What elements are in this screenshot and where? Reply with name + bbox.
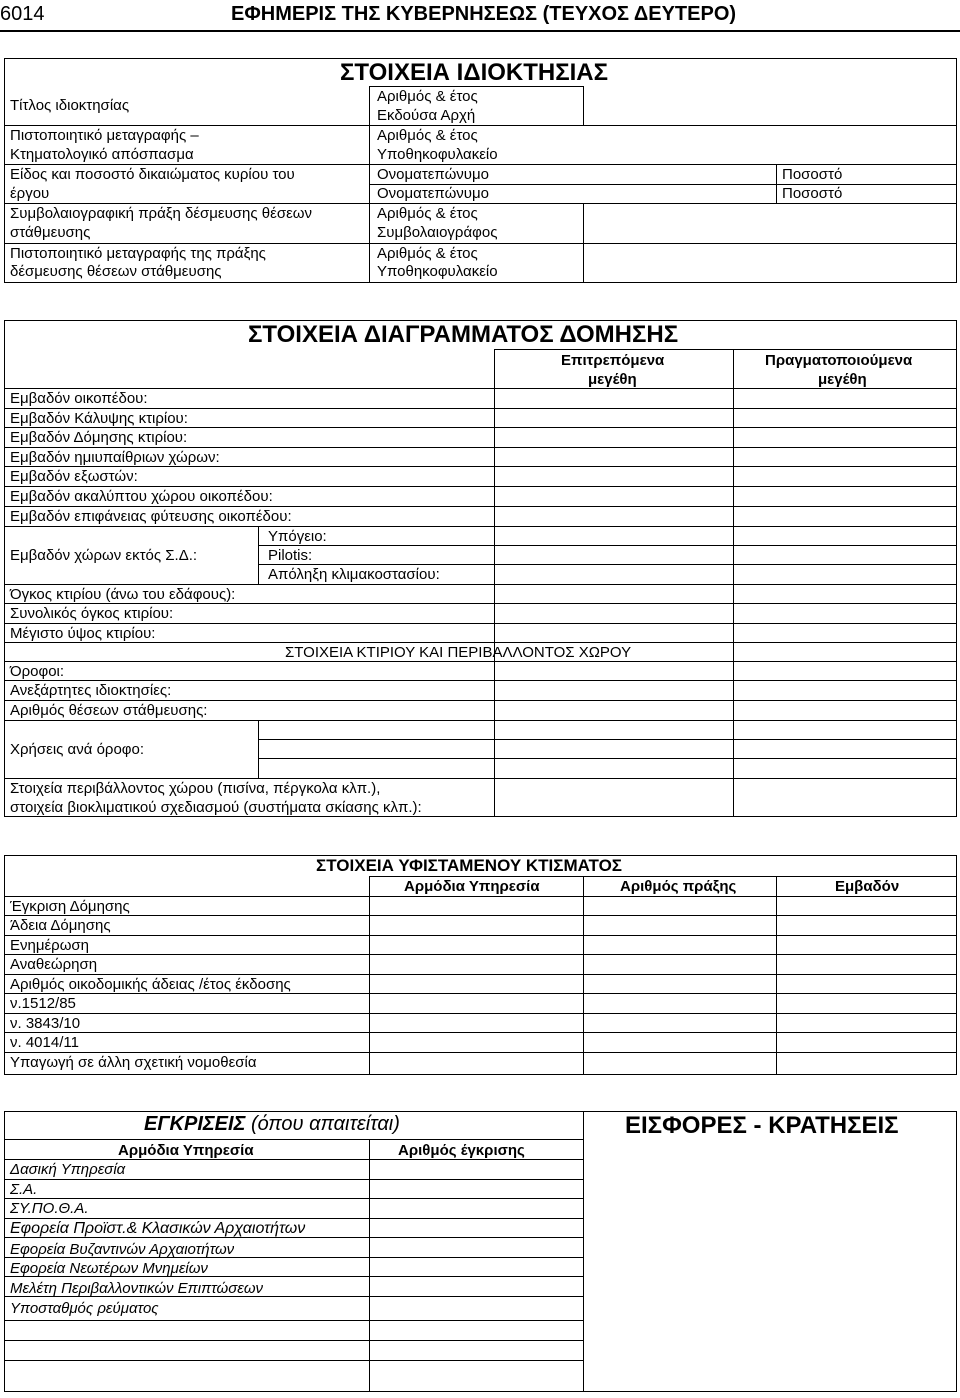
- diagram-row-label: Μέγιστο ύψος κτιρίου:: [10, 625, 156, 642]
- ownership-label: Είδος και ποσοστό δικαιώματος κυρίου του: [10, 166, 295, 183]
- ownership-label: Τίτλος ιδιοκτησίας: [10, 97, 130, 114]
- approvals-title-rest: (όπου απαιτείται): [245, 1113, 400, 1135]
- approvals-row-label: Εφορεία Νεωτέρων Μνημείων: [10, 1260, 208, 1277]
- diagram-row-label: Εμβαδόν ακαλύπτου χώρου οικοπέδου:: [10, 488, 273, 505]
- building-subtitle: ΣΤΟΙΧΕΙΑ ΚΤΙΡΙΟΥ ΚΑΙ ΠΕΡΙΒΑΛΛΟΝΤΟΣ ΧΩΡΟΥ: [285, 644, 632, 661]
- existing-row-label: Αναθεώρηση: [10, 956, 98, 973]
- ownership-field: Αριθμός & έτος: [377, 127, 478, 144]
- diagram-row-label: Ανεξάρτητες ιδιοκτησίες:: [10, 682, 172, 699]
- contributions-title: ΕΙΣΦΟΡΕΣ - ΚΡΑΤΗΣΕΙΣ: [625, 1112, 899, 1139]
- page-number: 6014: [0, 3, 45, 25]
- diagram-row-label: Εμβαδόν Κάλυψης κτιρίου:: [10, 410, 188, 427]
- col-realized: μεγέθη: [818, 371, 867, 388]
- existing-row-label: Άδεια Δόμησης: [10, 917, 111, 934]
- gazette-title: ΕΦΗΜΕΡΙΣ ΤΗΣ ΚΥΒΕΡΝΗΣΕΩΣ (ΤΕΥΧΟΣ ΔΕΥΤΕΡΟ): [231, 3, 737, 25]
- ownership-title: ΣΤΟΙΧΕΙΑ ΙΔΙΟΚΤΗΣΙΑΣ: [340, 59, 609, 86]
- col-allowed: μεγέθη: [588, 371, 637, 388]
- existing-row-label: ν.1512/85: [10, 995, 76, 1012]
- col-allowed: Επιτρεπόμενα: [561, 352, 665, 369]
- ownership-label: Πιστοποιητικό μεταγραφής της πράξης: [10, 245, 266, 262]
- approvals-row-label: Εφορεία Προϊστ.& Κλασικών Αρχαιοτήτων: [10, 1220, 306, 1237]
- ownership-label: Κτηματολογικό απόσπασμα: [10, 146, 194, 163]
- existing-row-label: Υπαγωγή σε άλλη σχετική νομοθεσία: [10, 1054, 257, 1071]
- approvals-row-label: Υποσταθμός ρεύματος: [10, 1300, 159, 1317]
- outside-sub-label: Υπόγειο:: [268, 528, 327, 545]
- approvals-row-label: ΣΥ.ΠΟ.Θ.Α.: [10, 1200, 89, 1217]
- diagram-row-label: Όγκος κτιρίου (άνω του εδάφους):: [10, 586, 236, 603]
- outside-sub-label: Απόληξη κλιμακοστασίου:: [268, 566, 440, 583]
- ownership-label: στάθμευσης: [10, 224, 91, 241]
- col-realized: Πραγματοποιούμενα: [765, 352, 913, 369]
- diagram-row-label: Εμβαδόν Δόμησης κτιρίου:: [10, 429, 188, 446]
- approvals-col-number: Αριθμός έγκρισης: [398, 1142, 525, 1159]
- environment-label: στοιχεία βιοκλιματικού σχεδιασμού (συστήματα σκίασης κλπ.):: [10, 799, 422, 816]
- existing-row-label: ν. 3843/10: [10, 1015, 81, 1032]
- approvals-row-label: Δασική Υπηρεσία: [10, 1161, 126, 1178]
- uses-label: Χρήσεις ανά όροφο:: [10, 741, 145, 758]
- ownership-field: Ονοματεπώνυμο: [377, 185, 489, 202]
- outside-sub-label: Pilotis:: [268, 547, 313, 564]
- diagram-row-label: Εμβαδόν ημιυπαίθριων χώρων:: [10, 449, 220, 466]
- ownership-field: Αριθμός & έτος: [377, 88, 478, 105]
- approvals-row-label: Σ.Α.: [10, 1181, 38, 1198]
- ownership-field: Εκδούσα Αρχή: [377, 107, 476, 124]
- existing-row-label: Αριθμός οικοδομικής άδειας /έτος έκδοσης: [10, 976, 291, 993]
- outside-area-label: Εμβαδόν χώρων εκτός Σ.Δ.:: [10, 547, 198, 564]
- existing-col-area: Εμβαδόν: [835, 878, 900, 895]
- existing-title: ΣΤΟΙΧΕΙΑ ΥΦΙΣΤΑΜΕΝΟΥ ΚΤΙΣΜΑΤΟΣ: [316, 856, 622, 875]
- ownership-label: έργου: [10, 185, 50, 202]
- ownership-percent: Ποσοστό: [782, 185, 843, 202]
- existing-col-authority: Αρμόδια Υπηρεσία: [404, 878, 540, 895]
- ownership-label: δέσμευσης θέσεων στάθμευσης: [10, 263, 222, 280]
- ownership-field: Αριθμός & έτος: [377, 205, 478, 222]
- ownership-field: Ονοματεπώνυμο: [377, 166, 489, 183]
- ownership-label: Πιστοποιητικό μεταγραφής –: [10, 127, 199, 144]
- ownership-field: Υποθηκοφυλακείο: [377, 146, 498, 163]
- existing-row-label: Έγκριση Δόμησης: [10, 898, 130, 915]
- diagram-row-label: Εμβαδόν επιφάνειας φύτευσης οικοπέδου:: [10, 508, 292, 525]
- approvals-title: [144, 1112, 400, 1136]
- existing-row-label: ν. 4014/11: [10, 1034, 79, 1051]
- ownership-field: Υποθηκοφυλακείο: [377, 263, 498, 280]
- approvals-row-label: Εφορεία Βυζαντινών Αρχαιοτήτων: [10, 1241, 235, 1258]
- approvals-row-label: Μελέτη Περιβαλλοντικών Επιπτώσεων: [10, 1280, 264, 1297]
- approvals-title-bold: ΕΓΚΡΙΣΕΙΣ: [144, 1113, 246, 1135]
- ownership-label: Συμβολαιογραφική πράξη δέσμευσης θέσεων: [10, 205, 312, 222]
- ownership-field: Αριθμός & έτος: [377, 245, 478, 262]
- diagram-title: ΣΤΟΙΧΕΙΑ ΔΙΑΓΡΑΜΜΑΤΟΣ ΔΟΜΗΣΗΣ: [248, 321, 679, 348]
- existing-row-label: Ενημέρωση: [10, 937, 90, 954]
- ownership-percent: Ποσοστό: [782, 166, 843, 183]
- ownership-field: Συμβολαιογράφος: [377, 224, 498, 241]
- diagram-row-label: Εμβαδόν οικοπέδου:: [10, 390, 148, 407]
- environment-label: Στοιχεία περιβάλλοντος χώρου (πισίνα, πέργκολα κλπ.),: [10, 780, 381, 797]
- diagram-row-label: Αριθμός θέσεων στάθμευσης:: [10, 702, 208, 719]
- header-rule: [0, 30, 960, 32]
- diagram-row-label: Συνολικός όγκος κτιρίου:: [10, 605, 174, 622]
- diagram-row-label: Όροφοι:: [10, 663, 65, 680]
- diagram-row-label: Εμβαδόν εξωστών:: [10, 468, 138, 485]
- existing-col-act: Αριθμός πράξης: [620, 878, 737, 895]
- approvals-col-authority: Αρμόδια Υπηρεσία: [118, 1142, 254, 1159]
